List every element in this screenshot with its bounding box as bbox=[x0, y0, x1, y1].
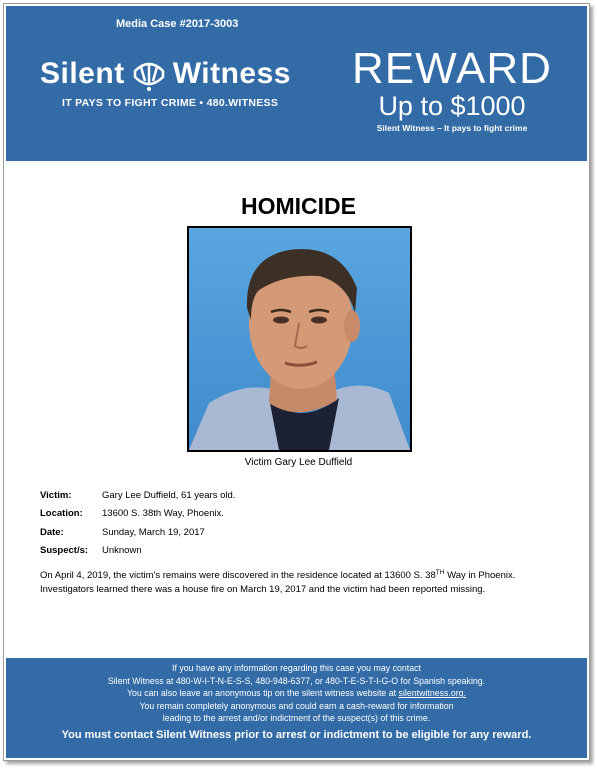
detail-value: Sunday, March 19, 2017 bbox=[102, 526, 205, 538]
shield-emblem-icon bbox=[131, 55, 167, 93]
footer-line: Silent Witness at 480-W-I-T-N-E-S-S, 480-948-6377, or 480-T-E-S-T-I-G-O for Spanish speaking. bbox=[107, 675, 486, 686]
detail-value: Unknown bbox=[102, 545, 142, 557]
reward-heading: REWARD bbox=[352, 44, 552, 93]
detail-row-victim bbox=[40, 486, 235, 505]
footer-line-text: You can also leave an anonymous tip on the silent witness website at bbox=[126, 688, 399, 699]
logo-text-left: Silent bbox=[40, 57, 125, 90]
footer-line: You remain completely anonymous and could earn a cash-reward for information bbox=[139, 700, 454, 711]
logo-tagline: IT PAYS TO FIGHT CRIME • 480.WITNESS bbox=[62, 97, 279, 109]
reward-amount: Up to $1000 bbox=[378, 91, 526, 121]
case-narrative bbox=[40, 566, 560, 596]
photo-caption: Victim Gary Lee Duffield bbox=[244, 457, 353, 468]
case-details bbox=[40, 486, 235, 560]
victim-photo bbox=[187, 226, 412, 452]
detail-label: Date: bbox=[40, 526, 64, 538]
detail-label: Victim: bbox=[40, 489, 72, 501]
detail-row-date bbox=[40, 523, 235, 542]
website-link[interactable]: silentwitness.org. bbox=[398, 688, 467, 699]
detail-label: Suspect/s: bbox=[40, 545, 89, 557]
footer-line bbox=[6, 687, 587, 700]
detail-value: Gary Lee Duffield, 61 years old. bbox=[102, 489, 236, 501]
footer-line: If you have any information regarding this case you may contact bbox=[172, 663, 421, 673]
logo-text-right: Witness bbox=[172, 57, 291, 90]
media-case-number: Media Case #2017-3003 bbox=[116, 18, 239, 30]
footer-line: leading to the arrest and/or indictment of the suspect(s) of this crime. bbox=[162, 713, 431, 724]
footer-banner bbox=[6, 658, 587, 758]
detail-value: 13600 S. 38th Way, Phoenix. bbox=[102, 508, 224, 520]
narrative-text-end: Way in Phoenix. Investigators learned there was a house fire on March 19, 2017 and the victim had been reported missing. bbox=[40, 570, 516, 595]
detail-row-suspects bbox=[40, 542, 235, 561]
header-banner bbox=[6, 6, 587, 161]
reward-subtitle: Silent Witness – It pays to fight crime bbox=[376, 123, 528, 133]
narrative-text-start: On April 4, 2019, the victim's remains were discovered in the residence located at 13600 S. 38 bbox=[40, 570, 436, 582]
victim-portrait-image bbox=[189, 228, 410, 450]
footer-info bbox=[6, 662, 587, 725]
silent-witness-logo bbox=[40, 54, 291, 94]
detail-label: Location: bbox=[40, 508, 83, 520]
detail-row-location bbox=[40, 505, 235, 524]
footer-disclaimer: You must contact Silent Witness prior to arrest or indictment to be eligible for any reward. bbox=[61, 729, 532, 741]
page-title: HOMICIDE bbox=[241, 193, 356, 219]
narrative-superscript: TH bbox=[435, 569, 445, 576]
